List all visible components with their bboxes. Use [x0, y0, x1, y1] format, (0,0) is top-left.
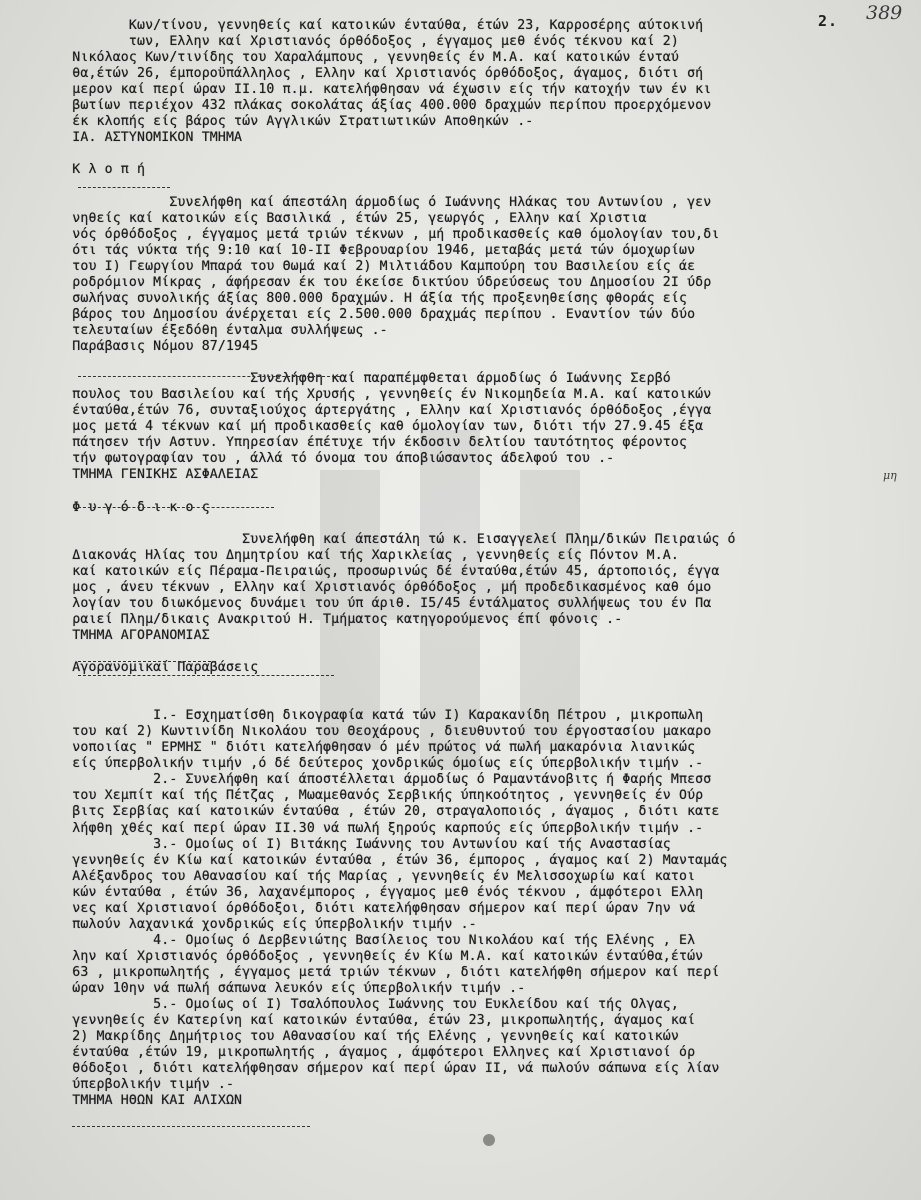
section-rule: [78, 507, 274, 508]
typed-line: ΙΑ. ΑΣΤΥΝΟΜΙΚΟΝ ΤΜΗΜΑ: [48, 130, 243, 146]
typed-line: ΤΜΗΜΑ ΗΘΩΝ ΚΑΙ ΑΛΙΧΩΝ: [48, 1093, 243, 1109]
typed-line: είς ύπερβολικήν τιμήν ,ό δέ δεύτερος χονδρικώς όμοίως είς ύπερβολικήν τιμήν .-: [48, 756, 704, 772]
section-rule: [78, 661, 216, 662]
typed-line: του Χεμπίτ καί τής Πέτζας , Μωαμεθανός Σερβικής ύπηκοότητος , γεννηθείς έν Ούρ: [48, 788, 704, 804]
typed-line: γεννηθείς έν Κίω καί κατοικών ένταύθα , έτών 36, έμπορος , άγαμος καί 2) Μανταμάς: [48, 852, 728, 868]
typed-line: Κων/τίνου, γεννηθείς καί κατοικών ένταύθα, έτών 23, Καρροσέρης αύτοκινή: [48, 18, 704, 33]
typed-line: Συνελήφθη καί άπεστάλη τώ κ. Εισαγγελεί Πλημ/δικών Πειραιώς ό: [48, 531, 736, 547]
typed-line: ΤΜΗΜΑ ΑΓΟΡΑΝΟΜΙΑΣ: [48, 627, 210, 643]
typed-line: 5.- Ομοίως οί Ι) Τσαλόπουλος Ιωάννης του Ευκλείδου καί τής Ολγας,: [48, 997, 679, 1013]
typed-line: μος , άνευ τέκνων , Ελλην καί Χριστιανός όρθόδοξος , μή προδεδικασμένος καθ όμο: [48, 579, 712, 595]
typed-line: νηθείς καί κατοικών είς Βασιλικά , έτών 25, γεωργός , Ελλην καί Χριστια: [48, 210, 647, 226]
handwritten-page-number: 389: [866, 2, 903, 24]
typed-line: Αλέξανδρος του Αθανασίου καί τής Μαρίας , γεννηθείς έν Μελισσοχωρίω καί κατοι: [48, 868, 696, 884]
typed-line: του Ι) Γεωργίου Μπαρά του Θωμά καί 2) Μιλτιάδου Καμπούρη του Βασιλείου είς άε: [48, 258, 696, 274]
typed-line: έκ κλοπής είς βάρος τών Αγγλικών Στρατιωτικών Αποθηκών .-: [48, 114, 534, 130]
typed-line: 2) Μακρίδης Δημήτριος του Αθανασίου καί τής Ελένης , γεννηθείς καί κατοικών: [48, 1029, 679, 1045]
section-rule: [72, 1126, 310, 1127]
typed-line: θα,έτών 26, έμποροϋπάλληλος , Ελλην καί Χριστιανός όρθόδοξος, άγαμος, διότι σή: [48, 66, 704, 82]
typed-line: ύπερβολικήν τιμήν .-: [48, 1077, 235, 1093]
typed-line: λογίαν του διωκόμενος δυνάμει του ύπ άριθ. Ι5/45 έντάλματος συλλήψεως του έν Πα: [48, 595, 712, 611]
typed-line: μερον καί περί ώραν ΙΙ.10 π.μ. κατελήφθησαν νά έχωσιν είς τήν κατοχήν των έν κι: [48, 82, 712, 98]
typed-line: Φ υ γ ό δ ι κ ο ς: [48, 499, 210, 515]
typed-line: Ι.- Εσχηματίσθη δικογραφία κατά τών Ι) Καρακανίδη Πέτρου , μικροπωλη: [48, 708, 704, 724]
typed-line: βιτς Σερβίας καί κατοικών ένταύθα , έτών 20, στραγαλοποιός , άγαμος , διότι κατε: [48, 804, 720, 820]
typed-line: νες καί Χριστιανοί όρθόδοξοι, διότι κατελήφθησαν σήμερον καί περί ώραν 7ην νά: [48, 900, 696, 916]
typed-line: τήν φωτογραφίαν του , άλλά τό όνομα του άποβιώσαντος άδελφού του .-: [48, 451, 615, 467]
typed-line: νός όρθόδοξος , έγγαμος μετά τριών τέκνων , μή προδικασθείς καθ όμολογίαν του,δι: [48, 226, 720, 242]
typed-line: πωλούν λαχανικά χονδρικώς είς ύπερβολικήν τιμήν .-: [48, 916, 477, 932]
typed-line: των, Ελλην καί Χριστιανός όρθόδοξος , έγγαμος μεθ ένός τέκνου καί 2): [48, 34, 679, 50]
typed-line: του καί 2) Κωντινίδη Νικολάου του Θεοχάρους , διευθυντού του έργοστασίου μακαρο: [48, 724, 712, 740]
typed-line: ραιεί Πλημ/δικαις Ανακριτού Η. Τμήματος κατηγορούμενος έπί φόνοις .-: [48, 611, 623, 627]
typed-line: ένταύθα ,έτών 19, μικροπωλητής , άγαμος , άμφότεροι Ελληνες καί Χριστιανοί όρ: [48, 1045, 696, 1061]
typed-line: Συνελήφθη καί άπεστάλη άρμοδίως ό Ιωάννης Ηλάκας του Αντωνίου , γεν: [48, 194, 712, 210]
typed-line: ώραν 10ην νά πωλή σάπωνα λευκόν είς ύπερβολικήν τιμήν .-: [48, 981, 526, 996]
typed-line: Νικόλαος Κων/τινίδης του Χαραλάμπους , γεννηθείς έν Μ.Α. καί κατοικών ένταύ: [48, 50, 679, 66]
typed-line: πάτησεν τήν Αστυν. Υπηρεσίαν έπέτυχε τήν έκδοσιν δελτίου ταυτότητος φέροντος: [48, 435, 688, 451]
section-rule: [78, 187, 170, 188]
typed-line: πουλος του Βασιλείου καί τής Χρυσής , γεννηθείς έν Νικομηδεία Μ.Α. καί κατοικών: [48, 387, 712, 403]
typed-line: 2.- Συνελήφθη καί άποστέλλεται άρμοδίως ό Ραμαντάνοβιτς ή Φαρής Μπεσσ: [48, 772, 712, 788]
typed-line: μος μετά 4 τέκνων καί μή προδικασθείς καθ όμολογίαν των, διότι τήν 27.9.45 έξα: [48, 419, 704, 435]
typed-line: σωλήνας συνολικής άξίας 800.000 δραχμών. Η άξία τής προξενηθείσης φθοράς είς: [48, 290, 688, 306]
typed-line: γεννηθείς έν Κατερίνη καί κατοικών ένταύθα, έτών 23, μικροπωλητής, άγαμος καί: [48, 1013, 696, 1029]
handwritten-margin-note: μη: [883, 469, 897, 482]
typed-line: Αγορανομικαί Παραβάσεις: [48, 660, 259, 675]
typed-line: 3.- Ομοίως οί Ι) Βιτάκης Ιωάννης του Αντωνίου καί τής Αναστασίας: [48, 836, 671, 852]
typed-line: βάρος του Δημοσίου άνέρχεται είς 2.500.000 δραχμάς περίπου . Εναντίον τών δύο: [48, 306, 696, 322]
section-rule: [78, 376, 340, 377]
page-number: 2.: [818, 12, 839, 30]
typed-line: θόδοξοι , διότι κατελήφθησαν σήμερον καί περί ώραν ΙΙ, νά πωλούν σάπωνα είς λίαν: [48, 1061, 720, 1077]
typed-line: νοποιίας " ΕΡΜΗΣ " διότι κατελήφθησαν ό μέν πρώτος νά πωλή μακαρόνια λιανικώς: [48, 740, 696, 756]
typed-line: Κ λ ο π ή: [48, 162, 146, 178]
typed-line: λην καί Χριστιανός όρθόδοξος , γεννηθείς έν Κίω Μ.Α. καί κατοικών ένταύθα,έτών: [48, 948, 704, 964]
typed-line: καί κατοικών είς Πέραμα-Πειραιώς, προσωρινώς δέ ένταύθα,έτών 45, άρτοποιός, έγγα: [48, 563, 720, 579]
typed-line: ότι τάς νύκτα τής 9:10 καί 10-ΙΙ Φεβρουαρίου 1946, μεταβάς μετά τών όμοχωρίων: [48, 242, 696, 258]
typed-line: 63 , μικροπωλητής , έγγαμος μετά τριών τέκνων , διότι κατελήφθη σήμερον καί περί: [48, 964, 720, 980]
typed-line: βωτίων περιέχον 432 πλάκας σοκολάτας άξίας 400.000 δραχμών περίπου προερχόμενον: [48, 98, 712, 114]
typed-line: τελευταίων έξεδόθη ένταλμα συλλήψεως .-: [48, 322, 388, 338]
typed-line: κών ένταύθα , έτών 36, λαχανέμπορος , έγγαμος μεθ ένός τέκνου , άμφότεροι Ελλη: [48, 884, 704, 900]
typed-line: 4.- Ομοίως ό Δερβενιώτης Βασίλειος του Νικολάου καί τής Ελένης , Ελ: [48, 932, 696, 948]
section-rule: [78, 675, 334, 676]
typed-line: ροδρόμιον Μίκρας , άφήρεσαν έκ του έκείσε δικτύου ύδρεύσεως του Δημοσίου 2Ι ύδρ: [48, 274, 712, 290]
typed-line: λήφθη χθές καί περί ώραν ΙΙ.30 νά πωλή ξηρούς καρπούς είς ύπερβολικήν τιμήν .-: [48, 820, 704, 836]
punch-hole: [483, 1134, 495, 1146]
typed-line: ΤΜΗΜΑ ΓΕΝΙΚΗΣ ΑΣΦΑΛΕΙΑΣ: [48, 467, 259, 483]
typed-line: Συνελήφθη καί παραπέμφθεται άρμοδίως ό Ιωάννης Σερβό: [48, 371, 671, 387]
typed-line: ένταύθα,έτών 76, συνταξιούχος άρτεργάτης , Ελλην καί Χριστιανός όρθόδοξος ,έγγα: [48, 403, 712, 419]
typed-line: Παράβασις Νόμου 87/1945: [48, 339, 259, 354]
typed-line: Διακονάς Ηλίας του Δημητρίου καί τής Χαρικλείας , γεννηθείς είς Πόντον Μ.Α.: [48, 547, 679, 563]
